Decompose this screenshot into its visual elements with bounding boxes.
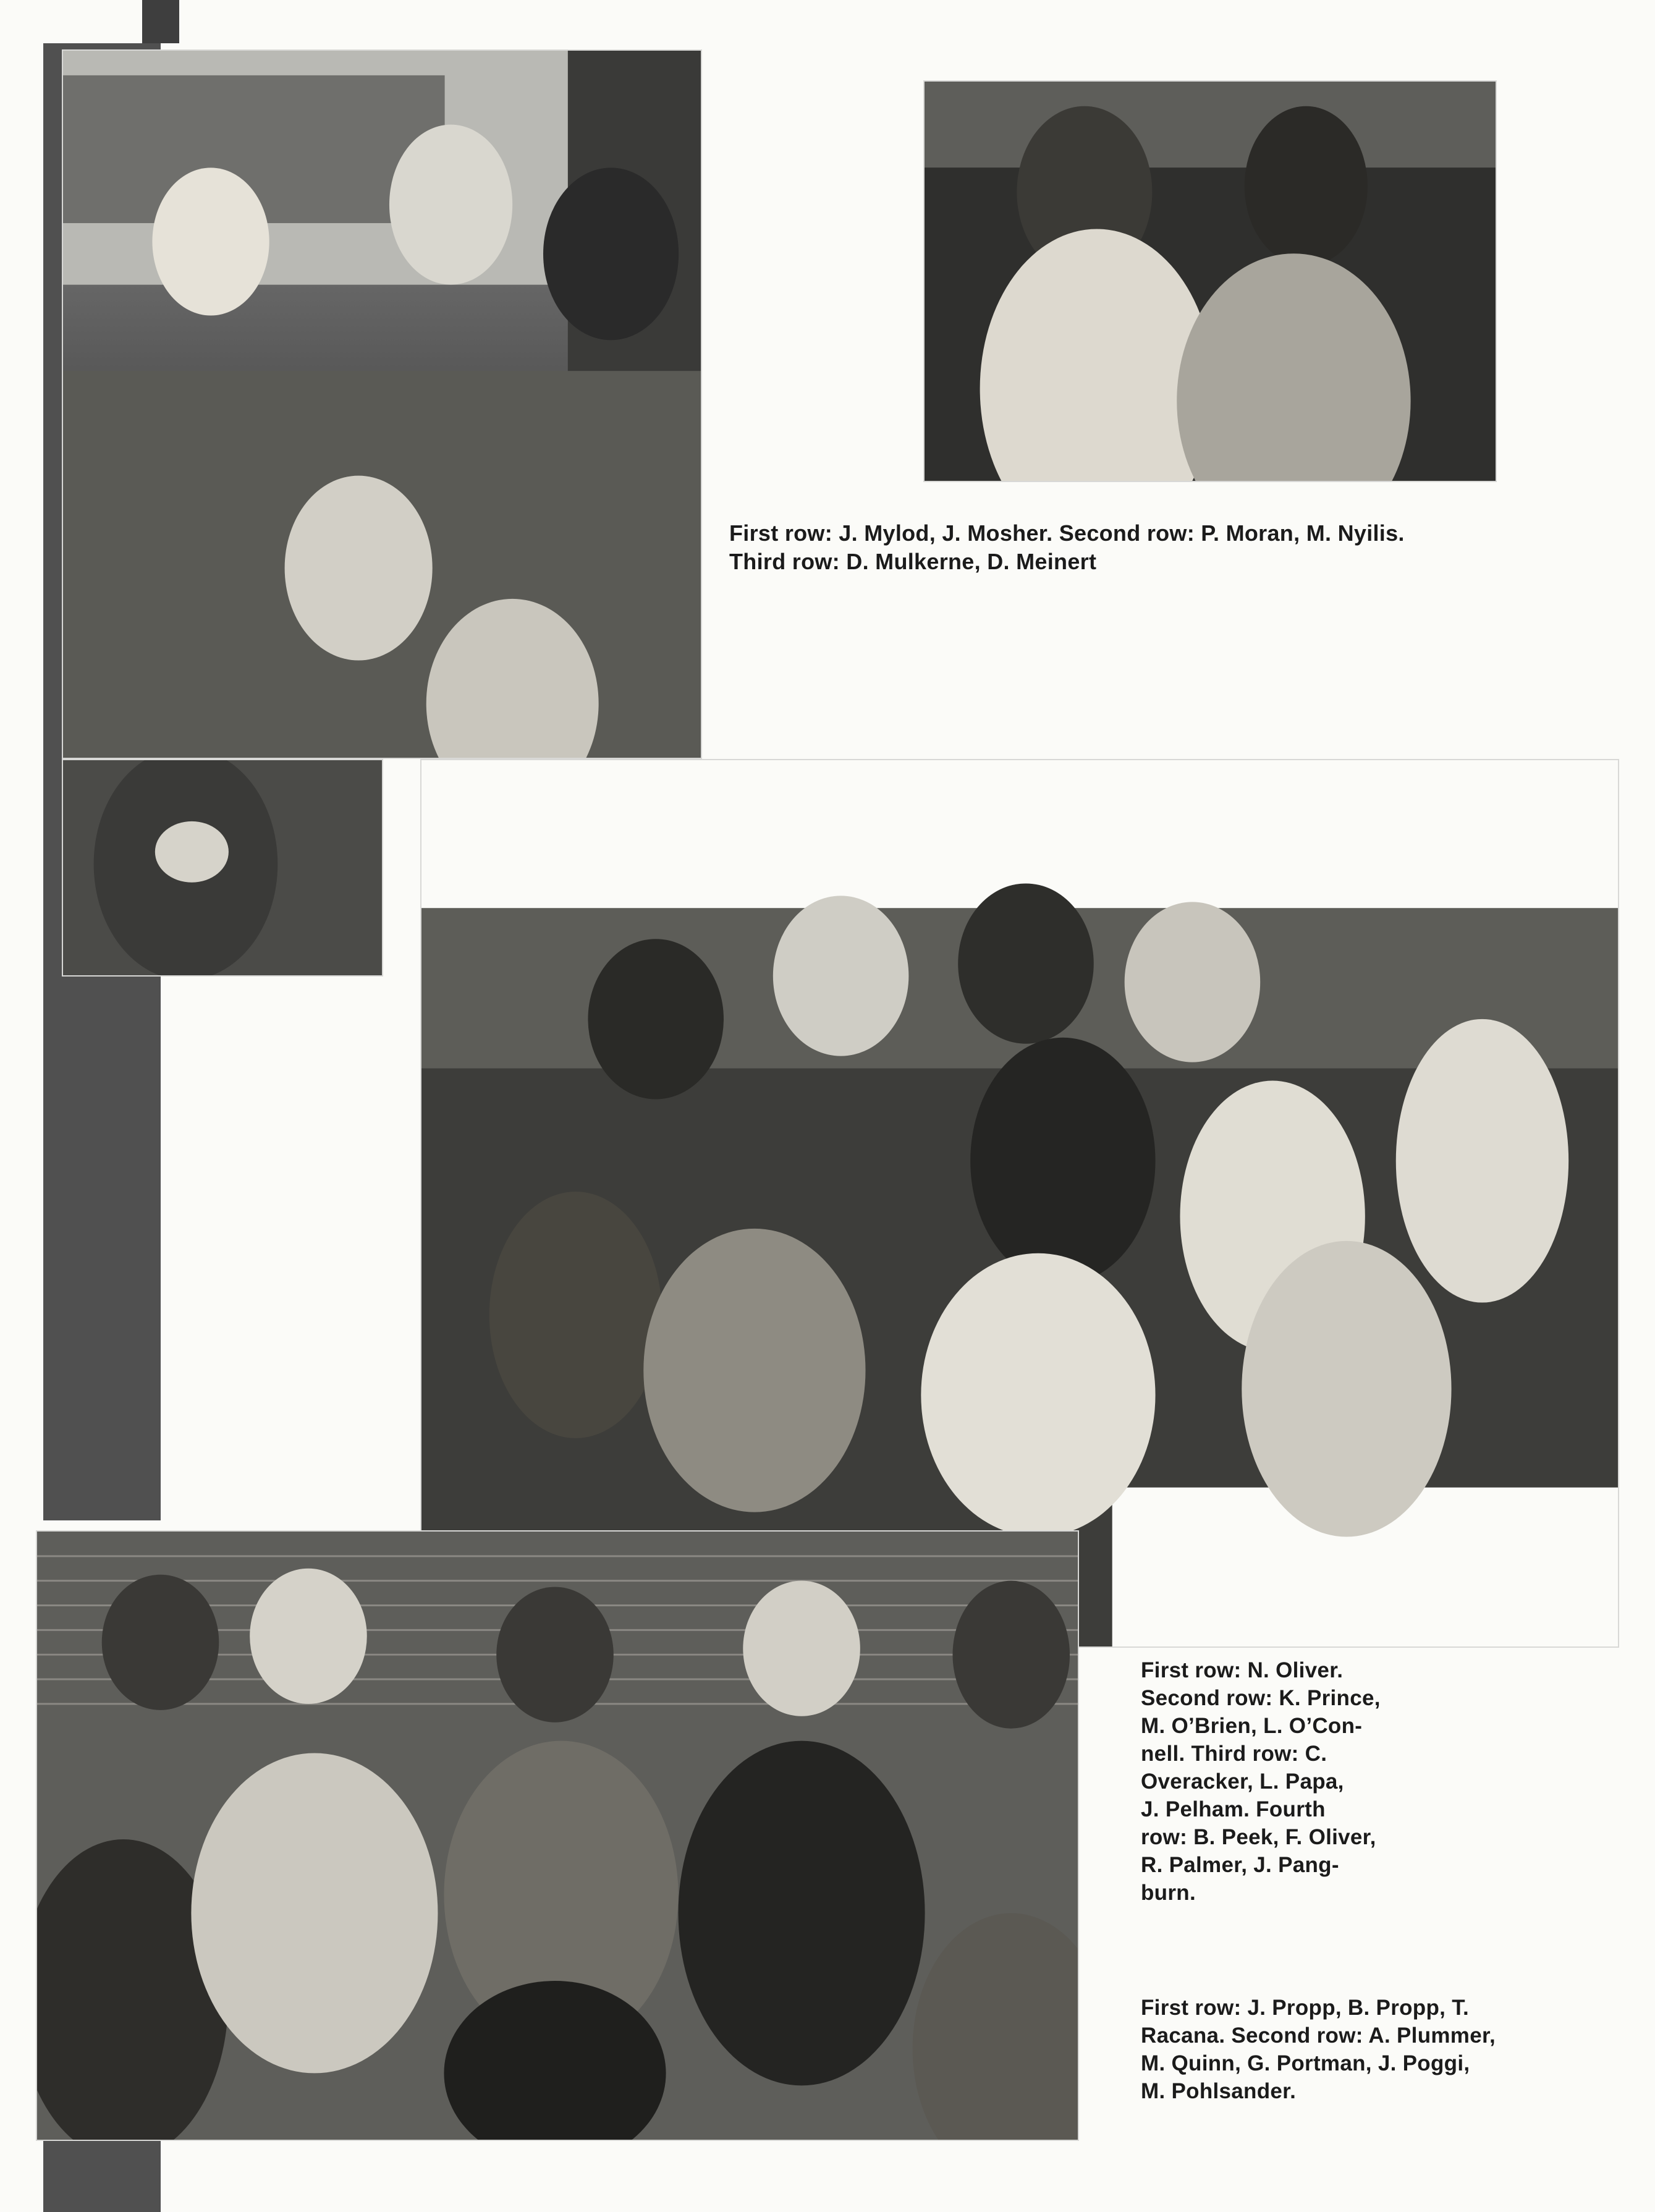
caption-bottom-right: First row: J. Propp, B. Propp, T. Racana. Second row: A. Plummer, M. Quinn, G. Portman, J. Poggi, M. Pohlsander. (1141, 1996, 1496, 2103)
left-side-bar-top-edge (142, 0, 179, 43)
photo-top-right-pair (923, 80, 1497, 482)
photo-top-left-group-lower (62, 759, 383, 977)
photo-top-left-group (62, 49, 702, 759)
caption-middle-right: First row: N. Oliver. Second row: K. Prince, M. O’Brien, L. O’Con- nell. Third row: C. Overacker, L. Papa, J. Pelham. Fourth row: B. Peek, F. Oliver, R. Palmer, J. Pang- burn. (1141, 1658, 1381, 1905)
photo-middle-group (420, 759, 1619, 1648)
left-side-bar-bottom (43, 2138, 161, 2212)
caption-top-right: First row: J. Mylod, J. Mosher. Second row: P. Moran, M. Nyilis. Third row: D. Mulkerne, D. Meinert (729, 520, 1405, 574)
photo-bottom-group (36, 1530, 1079, 2141)
